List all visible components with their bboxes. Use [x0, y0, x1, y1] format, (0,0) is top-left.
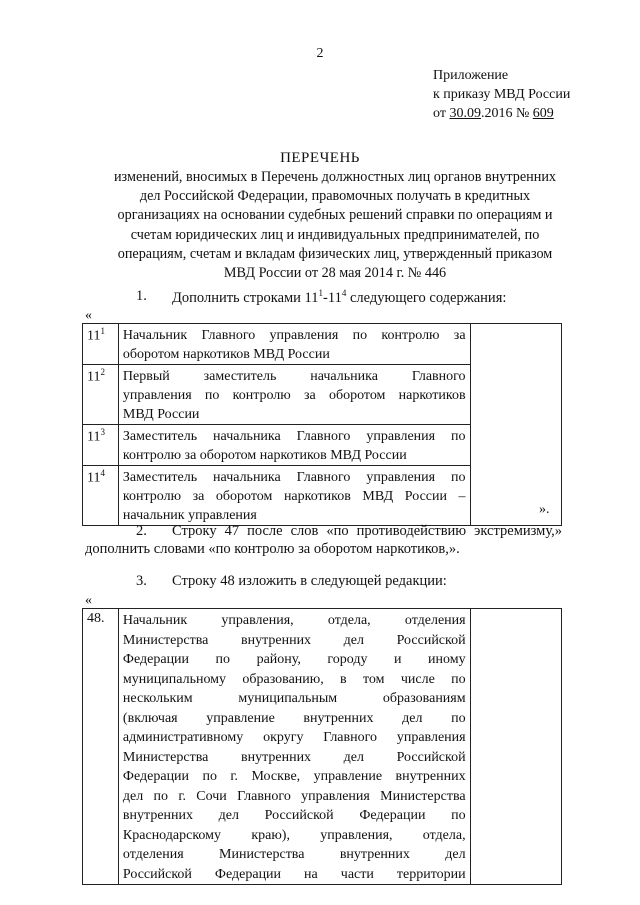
item-1-sup-2: 4 [341, 288, 347, 298]
table-2 [82, 608, 562, 885]
item-2-line-2: дополнить словами «по контролю за оборотом наркотиков,». [85, 541, 460, 557]
document-title: ПЕРЕЧЕНЬ [280, 150, 360, 166]
row-text: Заместитель начальника Главного управления по контролю за оборотом наркотиков МВД России – начальник управления [118, 466, 470, 526]
open-quote-2: « [85, 593, 92, 608]
appendix-line-1: Приложение [433, 68, 509, 83]
item-3-text: Строку 48 изложить в следующей редакции: [172, 573, 447, 589]
row-number: $11^3$ [83, 425, 119, 466]
subtitle-line: операциям, счетам и вкладам физических лиц, утвержденный приказом [117, 245, 553, 262]
item-2-number: 2. [136, 523, 147, 539]
row-number: $11^1$ [83, 324, 119, 365]
open-quote: « [85, 308, 92, 323]
item-1-sup-1: 1 [318, 288, 324, 298]
close-quote: ». [539, 502, 550, 517]
row-number: $11^2$ [83, 365, 119, 425]
appendix-date: 30.09 [449, 106, 481, 121]
appendix-block [433, 66, 570, 123]
appendix-number: 609 [532, 106, 554, 121]
row-text: Первый заместитель начальника Главного управления по контролю за оборотом наркотиков МВД России [118, 365, 470, 425]
appendix-line-2: к приказу МВД России [433, 87, 571, 102]
item-1-number: 1. [136, 288, 147, 304]
table-row [83, 609, 562, 885]
appendix-prefix: от [433, 106, 450, 121]
subtitle-line: организациях на основании судебных решений справки по операциям и [117, 207, 553, 224]
item-1-text-before: Дополнить строками 11 [172, 289, 319, 306]
table-1 [82, 323, 562, 526]
item-1-text [172, 288, 506, 307]
subtitle-line: счетам юридических лиц и индивидуальных предпринимателей, по [130, 226, 540, 243]
appendix-line-3 [433, 104, 570, 123]
page-number: 2 [316, 46, 324, 61]
row-text: Начальник Главного управления по контролю за оборотом наркотиков МВД России [118, 324, 470, 365]
item-1-text-after: следующего содержания: [346, 289, 507, 306]
row-number: 48. [83, 609, 119, 885]
item-3-number: 3. [136, 573, 147, 589]
subtitle-line: МВД России от 28 мая 2014 г. № 446 [223, 265, 447, 282]
subtitle-line: дел Российской Федерации, правомочных получать в кредитных [139, 188, 531, 205]
empty-cell [470, 609, 561, 885]
row-text: Заместитель начальника Главного управления по контролю за оборотом наркотиков МВД России [118, 425, 470, 466]
row-text: Начальник управления, отдела, отделения Министерства внутренних дел Российской Федерации по району, городу и иному муниципальному образованию, в том числе по нескольким муниципальным образованиям (включая управление внутренних дел по административному округу Главного управления Министерства внутренних дел Российской Федерации по г. Москве, управление внутренних дел по г. Сочи Главного управления Министерства внутренних дел Российской Федерации по Краснодарскому краю), управления, отдела, отделения Министерства внутренних дел Российской Федерации на части территории [118, 609, 470, 885]
subtitle-line: изменений, вносимых в Перечень должностных лиц органов внутренних [113, 169, 557, 185]
item-1-dash: -11 [323, 289, 342, 306]
row-number: $11^4$ [83, 466, 119, 526]
appendix-year: .2016 № [480, 106, 533, 121]
table-row [83, 324, 562, 365]
empty-cell [470, 324, 561, 526]
item-2-line-1: Строку 47 после слов «по противодействию экстремизму,» [172, 523, 562, 539]
document-subtitle [85, 168, 585, 283]
